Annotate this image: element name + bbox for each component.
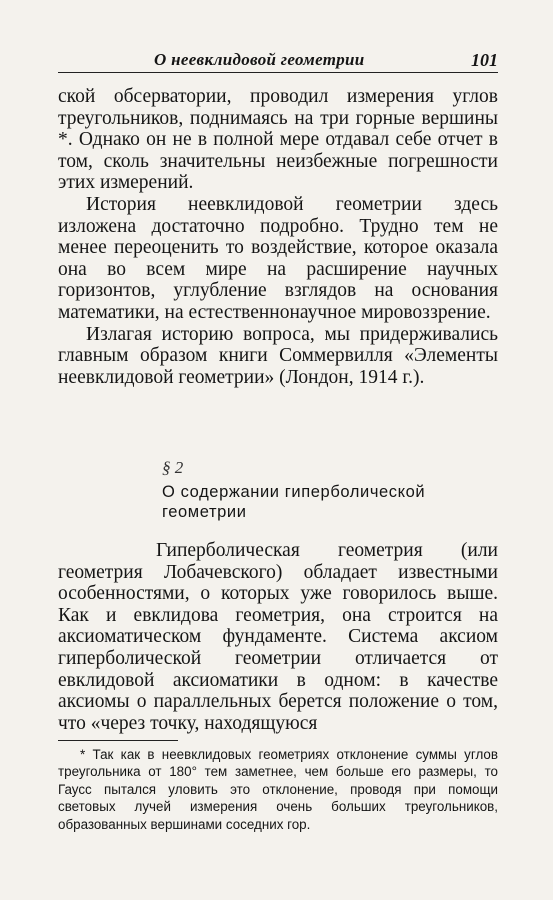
footnote <box>58 746 498 833</box>
running-title: О неевклидовой геометрии <box>154 50 365 69</box>
section-number: § 2 <box>162 458 184 477</box>
section-paragraph: Гиперболическая геометрия (или геометрия Лобачевского) обладает известными особенностями, о которых уже говорилось выше. Как и евклидова геометрия, она строится на аксиоматическом фундаменте. Система аксиом гиперболической геометрии отличается от евклидовой аксиоматики в одном: в качестве аксиомы о параллельных берется положение о том, что «через точку, находящуюся <box>58 540 498 734</box>
book-page <box>58 0 498 900</box>
footnote-divider <box>58 740 178 741</box>
main-text <box>58 86 498 388</box>
running-header <box>58 50 498 73</box>
section-heading: О содержании гиперболической геометрии <box>162 483 426 521</box>
section-text <box>58 540 498 734</box>
paragraph-2: История неевклидовой геометрии здесь изложена достаточно подробно. Трудно тем не менее переоценить то воздействие, которое оказала она во всем мире на расширение научных горизонтов, углубление взглядов на основания математики, на естественнонаучное мировоззрение. <box>58 193 498 323</box>
paragraph-1: ской обсерватории, проводил измерения углов треугольников, поднимаясь на три горные вершины *. Однако он не в полной мере отдавал себе отчет в том, сколь значительны неизбежные погрешности этих измерений. <box>58 86 498 194</box>
paragraph-3: Излагая историю вопроса, мы придерживались главным образом книги Соммервилля «Элементы неевклидовой геометрии» (Лондон, 1914 г.). <box>58 323 498 388</box>
page-number: 101 <box>471 50 498 70</box>
footnote-text: * Так как в неевклидовых геометриях отклонение суммы углов треугольника от 180° тем заметнее, чем больше его размеры, то Гаусс пытался уловить это отклонение, проводя при помощи световых лучей измерения очень больших треугольников, образованных вершинами соседних гор. <box>58 747 498 832</box>
